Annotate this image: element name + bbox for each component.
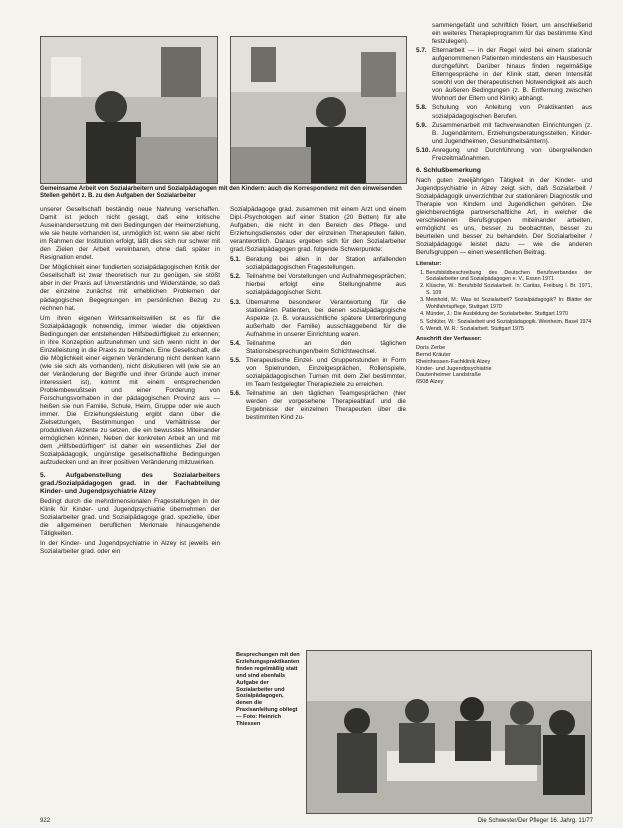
item-number: 5.9. (416, 121, 427, 129)
references (416, 261, 592, 332)
list-item (230, 390, 406, 422)
item-text: Zusammenarbeit mit fachverwandten Einrichtungen (z. B. Jugendämtern, Erziehungsberatungsstellen, Kinder- und Jugendheimen, Gesundheitsämtern). (432, 121, 592, 145)
item-text: Beratung bei allen in der Station anfallenden sozialpädagogischen Fragestellungen. (246, 256, 406, 272)
photo-top-right (230, 36, 407, 184)
item-text: Teilnahme bei Vorstellungen und Aufnahmegesprächen; hierbei erfolgt eine Stellungnahme aus sozialpädagogischer Sicht. (246, 273, 406, 297)
reference-item: 4. Münder, J.: Die Ausbildung der Sozialarbeiter. Stuttgart 1970 (426, 311, 592, 317)
list-item (416, 47, 592, 103)
list-item (230, 273, 406, 297)
reference-item: 3. Meinhold, M.: Was ist Sozialarbeit? Sozialpädagogik? In: Blätter der Wohlfahrtspflege, Stuttgart 1970 (426, 297, 592, 310)
item-text: sammengefaßt und schriftlich fixiert, um anschließend ein weiteres Therapieprogramm für das bestimmte Kind festzulegen). (432, 22, 592, 46)
references-title: Literatur: (416, 261, 442, 268)
list-item (230, 340, 406, 356)
journal-footer: Die Schwester/Der Pfleger 16. Jahrg. 11/77 (477, 818, 593, 824)
list-item (416, 147, 592, 163)
item-text: Teilnahme an den täglichen Stationsbesprechungen/beim Schichtwechsel. (246, 339, 406, 355)
reference-item: 2. Klüsche, W.: Berufsbild Sozialarbeit. In: Caritas, Freiburg i. Br. 1971, S. 109 (426, 283, 592, 296)
item-number: 5.5. (230, 356, 241, 364)
reference-item: 1. Berufsbildbeschreibung des Deutschen Berufsverbandes der Sozialarbeiter und Sozialpädagogen e. V., Essen 1971 (426, 270, 592, 283)
caption-top: Gemeinsame Arbeit von Sozialarbeitern und Sozialpädagogen mit den Kindern: auch die Korrespondenz mit den einweisenden Stellen gehört z. B. zu den Aufgaben der Sozialarbeiter (40, 186, 402, 200)
col3-paragraph-1: Nach guten zweijährigen Tätigkeit in der Kinder- und Jugendpsychiatrie in Alzey zeigt sich, daß Sozialarbeit / Sozialpädagogik unverzichtbar zur stationären Diagnostik und Therapie von Kindern und Jugendlichen gehören. Die gleichberechtigte partnerschaftliche Art, in welcher die verschiedenen Berufsgruppen miteinander arbeiten, ermöglicht es uns, besser zu beobachten, besser zu beurteilen und besser zu behandeln. Der Sozialarbeiter / Sozialpädagoge leistet dazu — wie die anderen Berufsgruppen — einen wesentlichen Beitrag. (416, 176, 592, 257)
page-number: 922 (40, 818, 51, 824)
col1-paragraph-1: unserer Gesellschaft beständig neue Nahrung verschaffen. Damit ist jedoch nicht gesagt, daß eine kritische Auseinandersetzung mit den Bedingungen der Heimerziehung, wie sie heute vorhanden ist, unmöglich ist; wenn sie aber nicht im Rahmen der Institution erfolgt, läßt dies sich nur schwer mit den Zielen der Arbeit vereinbaren, ohne daß später in Resignation endet. (40, 206, 220, 262)
item-text: Schulung von Anleitung von Praktikanten aus sozialpädagogischen Berufen. (432, 104, 592, 120)
references-list (416, 270, 592, 333)
column-2 (230, 206, 406, 423)
item-number: 5.2. (230, 273, 241, 281)
list-item (416, 122, 592, 146)
item-number: 5.7. (416, 47, 427, 55)
item-text: Übernahme besonderer Verantwortung für die stationären Patienten, bei denen sozialpädagogische Aspekte (z. B. voraussichtliche spätere Unterbringung außerhalb der Familie) ausschlaggebend für die Aufnahme in unserer Einrichtung waren. (246, 298, 406, 338)
caption-bottom: Besprechungen mit den Erziehungspraktikanten finden regelmäßig statt und sind ebenfalls Aufgabe der Sozialarbeiter und Sozialpädagogen, denen die Praxisanleitung obliegt — Foto: Heinrich Thiessen (236, 652, 300, 728)
item-number: 5.6. (230, 390, 241, 398)
column-3 (416, 22, 592, 386)
column-1 (40, 206, 220, 558)
item-number: 5.3. (230, 298, 241, 306)
reference-item: 6. Wendt, W. R.: Sozialarbeit. Stuttgart 1975 (426, 326, 592, 332)
photo-top-left-image (41, 37, 217, 183)
section-6-heading: 6. Schlußbemerkung (416, 166, 481, 174)
item-text: Teilnahme an den täglichen Teamgesprächen (hier werden der vorgesehene Therapieablauf und die Ergebnisse der einzelnen Therapeuten über die bestimmten Kind zu- (246, 390, 406, 422)
col2-paragraph-1: Sozialpädagoge grad. zusammen mit einem Arzt und einem Dipl.-Psychologen auf einer Station (20 Betten) für alle Aufgaben, die nicht in den Bereich des Pflege- und Erziehungsdienstes oder der einzelnen Therapeuten fallen, verantwortlich. Daraus ergeben sich für den Sozialarbeiter grad./Sozialpädagogen grad. folgende Schwerpunkte: (230, 206, 406, 254)
list-item (230, 299, 406, 339)
col3-item-list (416, 22, 592, 163)
col1-paragraph-4: Bedingt durch die mehrdimensionalen Fragestellungen in der Klinik für Kinder- und Jugendpsychiatrie übernehmen der Sozialarbeiter grad. und Sozialpädagoge grad. spezielle, über die allgemeinen beruflichen Merkmale hinausgehende Tätigkeiten. (40, 497, 220, 537)
author-address (416, 336, 592, 386)
col1-paragraph-2: Der Möglichkeit einer fundierten sozialpädagogischen Kritik der Gesellschaft ist zwar theoretisch nur zu genügen, sie stößt aber in der Praxis auf Unverständnis und Widerstände, so daß der einzelne zunächst mit erheblichen Problemen der pädagogischen Begegnungen im persönlichen Bezug zu rechnen hat. (40, 264, 220, 312)
item-number: 5.4. (230, 339, 241, 347)
item-number: 5.8. (416, 104, 427, 112)
list-item (230, 256, 406, 272)
item-text: Therapeutische Einzel- und Gruppenstunden in Form von Spielrunden, Einzelgesprächen, Rollenspiele, sozialpädagogischen Turnen mit dem Ziel bestimmter, im Team festgelegter Therapieziele zu erreichen. (246, 356, 406, 388)
address-text: Doris Zerbe Bernd Kräuter Rheinhessen-Fachklinik Alzey Kinder- und Jugendpsychiatrie Dautenheimer Landstraße 6508 Alzey (416, 345, 492, 386)
item-number: 5.10. (416, 146, 431, 154)
item-text: Elternarbeit — in der Regel wird bei einem stationär aufgenommenen Patienten mindestens ein Hausbesuch durchgeführt. Darüber hinaus finden regelmäßige Elterngespräche in der Klinik statt, deren Intensität sowohl von der therapeutischen Notwendigkeit als auch von äußeren Bedingungen (z. B. Entfernung zwischen Wohnort der Eltern und Klinik) abhängt. (432, 47, 592, 103)
col1-paragraph-5: In der Kinder- und Jugendpsychiatrie in Alzey ist jeweils ein Sozialarbeiter grad. oder ein (40, 539, 220, 555)
photo-top-left (40, 36, 218, 184)
photo-bottom-image (307, 651, 591, 813)
section-5-heading: 5. Aufgabenstellung des Sozialarbeiters grad./Sozialpädagogen grad. in der Fachabteilung Kinder- und Jugendpsychiatrie Alzey (40, 471, 220, 495)
list-item (416, 104, 592, 120)
address-title: Anschrift der Verfasser: (416, 336, 482, 343)
photo-top-right-image (231, 37, 406, 183)
col2-item-list (230, 256, 406, 422)
item-number: 5.1. (230, 256, 241, 264)
reference-item: 5. Schlüter, W.: Sozialarbeit und Sozialpädagogik. Weinheim, Basel 1974 (426, 319, 592, 325)
list-item (416, 22, 592, 46)
photo-bottom (306, 650, 592, 814)
list-item (230, 357, 406, 389)
item-text: Anregung und Durchführung von übergreifenden Freizeitmaßnahmen. (432, 146, 592, 162)
col1-paragraph-3: Um ihren eigenen Wirksamkeitswillen ist es für die Sozialpädagogik notwendig, immer wieder die objektiven Bedingungen der entstehenden Hilfsbedürftigkeit zu erkennen; in ihre Konzeption aufzunehmen und sich wenn nicht in der Einzelleistung in die Praxis zu bemühen. Eine Gesellschaft, die die Möglichkeit einer eigenen Veränderung nicht denken kann (wie sie sich als vorhanden), nicht diskutieren will (wie sie an der Veränderung der Begriffe und ihrer Gründe auch immer interessiert ist), kommt mit einem entsprechenden Problembewußtsein und einer Forderung von Forschungsvorhaben in der pädagogischen Provinz aus — heißen sie nun Familie, Schule, Heim, Gruppe oder wie auch immer. Die Erziehungsleistung ergibt dann über die Zielsetzungen, Bestimmungen und Verhältnisse der produktiven Akzente zu setzen, die ein bewusstes Miteinander ermöglichen können, Neben der konkreten Arbeit an und mit dem „Hilfsbedürftigen“ ist daher ein wesentliches Ziel der Sozialpädagogik, ungünstige gesellschaftliche Bedingungen aufzudecken und an ihrer positiven Veränderung mitzuwirken. (40, 314, 220, 467)
